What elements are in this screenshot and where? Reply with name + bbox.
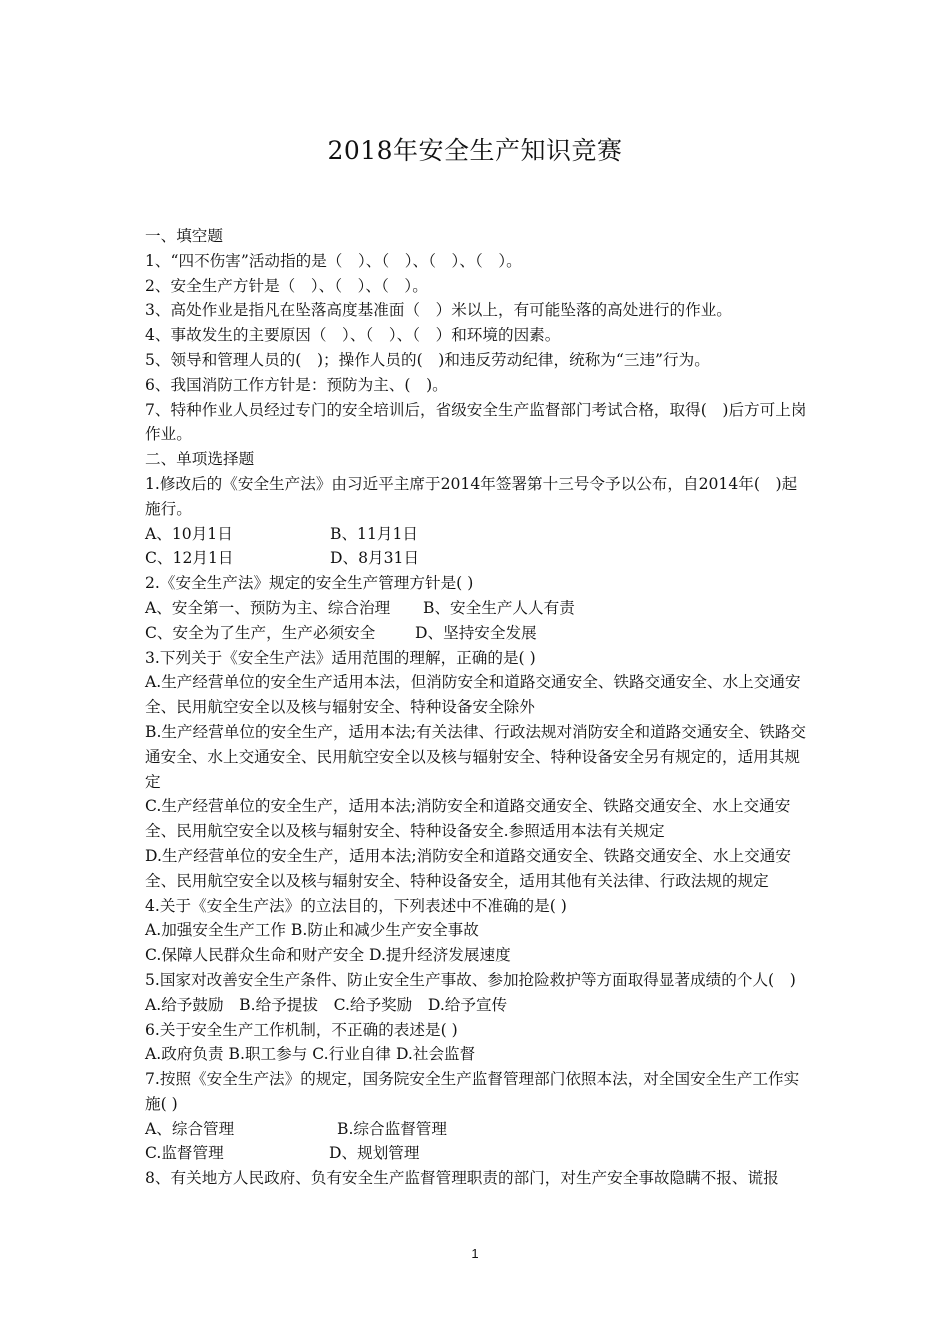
- option-b: B.生产经营单位的安全生产，适用本法;有关法律、行政法规对消防安全和道路交通安全、铁路交通安全、水上交通安全、民用航空安全以及核与辐射安全、特种设备安全另有规定的，适用其规定: [145, 722, 807, 791]
- choice-question-4-stem: 4.关于《安全生产法》的立法目的，下列表述中不准确的是( ): [145, 896, 567, 915]
- option-c: C、安全为了生产，生产必须安全: [145, 623, 376, 642]
- choice-question-1-options-cd: [145, 546, 810, 571]
- option-c: C.生产经营单位的安全生产，适用本法;消防安全和道路交通安全、铁路交通安全、水上交通安全、民用航空安全以及核与辐射安全、特种设备安全.参照适用本法有关规定: [145, 797, 791, 841]
- section-heading-fill-blank: 一、填空题: [145, 227, 223, 245]
- fill-blank-question-1: 1、“四不伤害”活动指的是（ ）、（ ）、（ ）、（ ）。: [145, 251, 522, 270]
- section-heading-single-choice: 二、单项选择题: [145, 450, 255, 469]
- choice-question-2-stem: 2.《安全生产法》规定的安全生产管理方针是( ): [145, 574, 474, 593]
- choice-question-3-stem: 3.下列关于《安全生产法》适用范围的理解，正确的是( ): [145, 648, 536, 667]
- fill-blank-question-5: 5、领导和管理人员的( )；操作人员的( )和违反劳动纪律，统称为“三违”行为。: [145, 350, 710, 369]
- document-body: [145, 224, 810, 1191]
- choice-question-7-options-cd: [145, 1141, 810, 1166]
- choice-question-4-options-cd: C.保障人民群众生命和财产安全 D.提升经济发展速度: [145, 946, 511, 965]
- choice-question-2-options-cd: [145, 621, 810, 646]
- fill-blank-question-2: 2、安全生产方针是（ ）、（ ）、（ ）。: [145, 276, 428, 295]
- option-b: B、11月1日: [330, 524, 419, 543]
- choice-question-7-stem: 7.按照《安全生产法》的规定，国务院安全生产监督管理部门依照本法，对全国安全生产工作实施( ): [145, 1070, 800, 1113]
- choice-question-6-options: A.政府负责 B.职工参与 C.行业自律 D.社会监督: [145, 1045, 476, 1064]
- choice-question-1-stem: 1.修改后的《安全生产法》由习近平主席于2014年签署第十三号令予以公布，自2014年( )起施行。: [145, 474, 798, 518]
- option-d: D、规划管理: [329, 1144, 420, 1163]
- option-b: B、安全生产人人有责: [423, 598, 575, 617]
- option-d: D.生产经营单位的安全生产，适用本法;消防安全和道路交通安全、铁路交通安全、水上交通安全、民用航空安全以及核与辐射安全、特种设备安全，适用其他有关法律、行政法规的规定: [145, 846, 791, 890]
- option-c: C、12月1日: [145, 549, 234, 568]
- option-b: B.综合监督管理: [337, 1119, 447, 1138]
- choice-question-7-options-ab: [145, 1117, 810, 1142]
- fill-blank-question-7: 7、特种作业人员经过专门的安全培训后，省级安全生产监督部门考试合格，取得( )后方可上岗作业。: [145, 400, 807, 444]
- option-d: D、8月31日: [330, 549, 420, 568]
- choice-question-5-stem: 5.国家对改善安全生产条件、防止安全生产事故、参加抢险救护等方面取得显著成绩的个人( ): [145, 970, 796, 989]
- fill-blank-question-3: 3、高处作业是指凡在坠落高度基准面（ ）米以上，有可能坠落的高处进行的作业。: [145, 301, 732, 320]
- option-a: A、安全第一、预防为主、综合治理: [145, 598, 391, 617]
- option-a: A、综合管理: [145, 1119, 235, 1138]
- document-title: 2018年安全生产知识竞赛: [327, 136, 623, 165]
- fill-blank-question-6: 6、我国消防工作方针是：预防为主、( )。: [145, 375, 448, 394]
- fill-blank-question-4: 4、事故发生的主要原因（ ）、（ ）、（ ）和环境的因素。: [145, 326, 561, 345]
- choice-question-4-options-ab: A.加强安全生产工作 B.防止和减少生产安全事故: [145, 921, 479, 940]
- choice-question-5-options: A.给予鼓励 B.给予提拔 C.给予奖励 D.给予宣传: [145, 995, 508, 1014]
- choice-question-6-stem: 6.关于安全生产工作机制，不正确的表述是( ): [145, 1020, 458, 1039]
- choice-question-8-stem: 8、有关地方人民政府、负有安全生产监督管理职责的部门，对生产安全事故隐瞒不报、谎报: [145, 1169, 779, 1188]
- choice-question-2-options-ab: [145, 596, 810, 621]
- choice-question-1-options-ab: [145, 522, 810, 547]
- page-number: 1: [471, 1246, 479, 1261]
- option-c: C.监督管理: [145, 1144, 224, 1163]
- option-d: D、坚持安全发展: [415, 623, 537, 642]
- option-a: A、10月1日: [145, 524, 233, 543]
- option-a: A.生产经营单位的安全生产适用本法，但消防安全和道路交通安全、铁路交通安全、水上交通安全、民用航空安全以及核与辐射安全、特种设备安全除外: [145, 673, 801, 717]
